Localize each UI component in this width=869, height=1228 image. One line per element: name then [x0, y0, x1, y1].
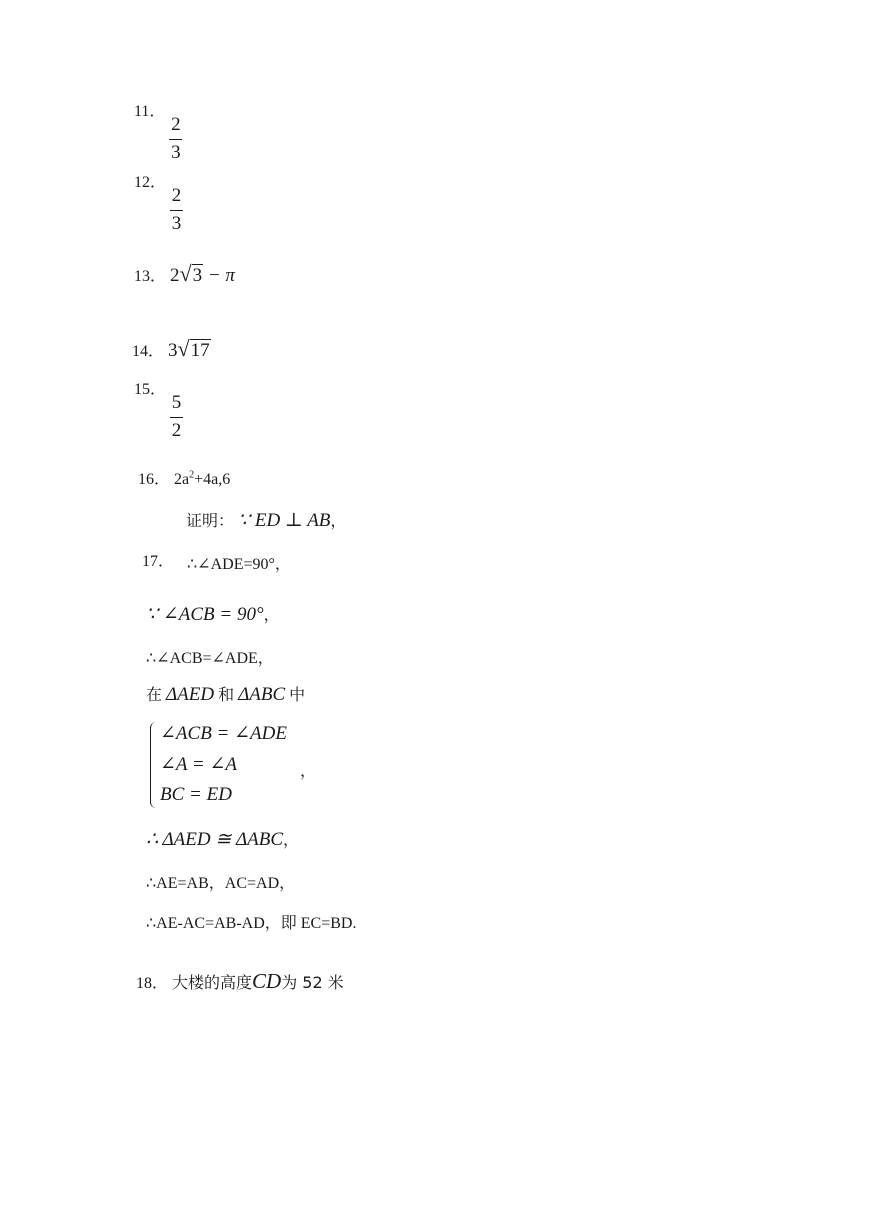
coefficient: 2 [170, 265, 180, 286]
proof-line-1 [186, 508, 346, 532]
system-comma: ， [300, 763, 317, 780]
system-line-3: BC = ED [160, 784, 232, 805]
math-expression [168, 336, 211, 361]
proof-line-8: ∴AE=AB，AC=AD， [146, 875, 296, 892]
punctuation: ， [263, 605, 280, 624]
answer-13 [134, 261, 235, 287]
numerator: 5 [171, 392, 182, 413]
text: 和 [218, 685, 235, 704]
question-number: 13． [134, 268, 167, 285]
punctuation: ， [330, 511, 347, 530]
text: 为 52 米 [281, 973, 344, 992]
proof-line-5 [146, 682, 305, 706]
math-cd: CD [252, 969, 282, 993]
proof-label: 证明： [186, 511, 235, 530]
proof-line-4: ∴∠ACB=∠ADE， [146, 650, 274, 667]
exponent: 2 [189, 469, 195, 481]
radicand: 17 [190, 340, 210, 361]
fraction-bar [170, 210, 183, 211]
fraction-bar [170, 417, 183, 418]
radicand: 3 [192, 265, 203, 286]
square-root: √17 [177, 336, 210, 361]
answer-12 [134, 174, 183, 234]
answer-16 [138, 466, 230, 489]
term-base: 2a [174, 471, 190, 488]
math-expression: ∴ ΔAED ≅ ΔABC [146, 829, 284, 850]
triangle-aed: ΔAED [166, 684, 215, 705]
square-root: √3 [179, 261, 203, 286]
question-number: 11． [134, 103, 166, 120]
left-brace [150, 722, 159, 808]
fraction [169, 115, 182, 163]
coefficient: 3 [168, 340, 178, 361]
answer-18 [136, 969, 344, 994]
text: 大楼的高度 [172, 973, 253, 992]
system-line-1: ∠ACB = ∠ADE [160, 723, 287, 744]
proof-line-9: ∴AE-AC=AB-AD，即 EC=BD. [146, 915, 357, 932]
expression-rest: − π [207, 265, 235, 286]
triangle-abc: ΔABC [238, 684, 286, 705]
expression-rest: +4a,6 [194, 471, 231, 488]
numerator: 2 [171, 185, 182, 206]
fraction [170, 186, 183, 234]
question-number: 18． [136, 975, 169, 992]
system-line-2: ∠A = ∠A [160, 754, 238, 775]
text: 在 [146, 685, 163, 704]
answer-14 [132, 336, 211, 362]
question-number: 16． [138, 471, 171, 488]
text: 中 [289, 685, 306, 704]
answer-11 [134, 103, 182, 163]
answer-15 [134, 381, 183, 441]
question-number: 15． [134, 381, 167, 398]
numerator: 2 [171, 114, 181, 135]
proof-line-7 [146, 827, 299, 851]
denominator: 3 [171, 213, 182, 234]
math-expression: ∵ ED ⊥ AB [238, 510, 331, 531]
denominator: 2 [171, 420, 182, 441]
proof-line-2: ∴∠ADE=90°， [187, 556, 291, 573]
fraction [170, 393, 183, 441]
question-number: 12． [134, 174, 167, 191]
math-expression: ∵ ∠ACB = 90° [146, 604, 264, 625]
punctuation: ， [283, 830, 300, 849]
fraction-bar [169, 139, 182, 140]
math-expression [170, 261, 235, 286]
question-number-17: 17． [142, 553, 175, 570]
question-number: 14． [132, 343, 165, 360]
proof-line-3 [146, 602, 280, 626]
denominator: 3 [171, 142, 181, 163]
